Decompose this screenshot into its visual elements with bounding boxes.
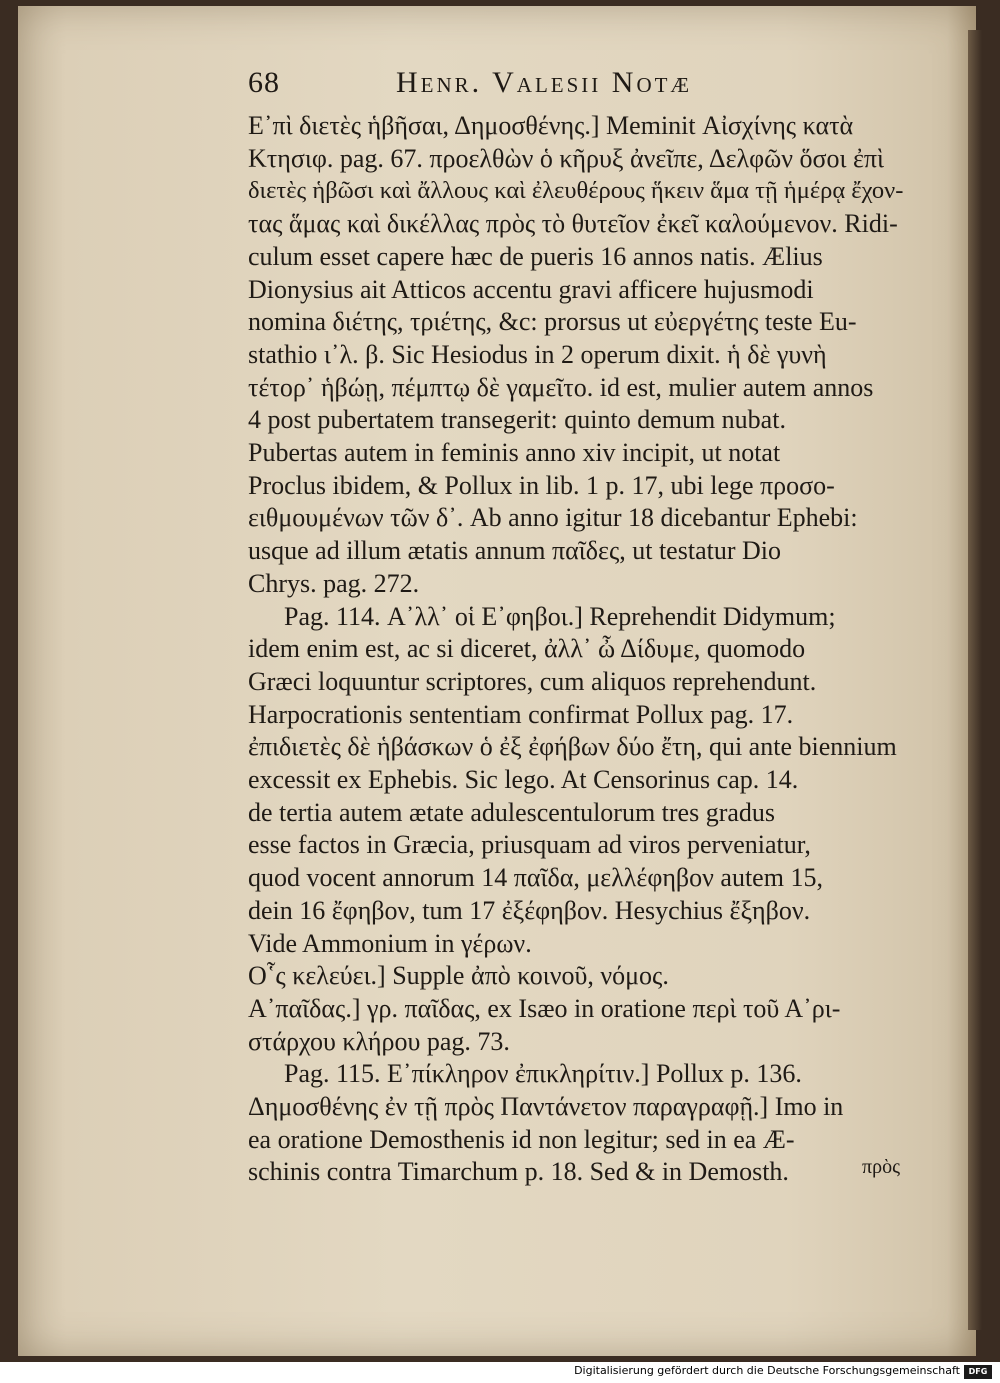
- text-line: stathio ι᾿λ. β. Sic Hesiodus in 2 operum dixit. ἡ δὲ γυνὴ: [248, 340, 827, 369]
- text-line: Ε᾿πὶ διετὲς ἡβῆσαι, Δημοσθένης.] Meminit Αἰσχίνης κατὰ: [248, 111, 854, 140]
- text-line: Pag. 115. Ε᾿πίκληρον ἐπικληρίτιν.] Pollux p. 136.: [284, 1059, 802, 1088]
- text-line: Græci loquuntur scriptores, cum aliquos reprehendunt.: [248, 667, 817, 696]
- digitization-footer: [0, 1362, 1000, 1383]
- text-line: Δημοσθένης ἐν τῇ πρὸς Παντάνετον παραγραφῇ.] Imo in: [248, 1092, 844, 1121]
- text-line: culum esset capere hæc de pueris 16 annos natis. Ælius: [248, 242, 823, 271]
- text-line: esse factos in Græcia, priusquam ad viros perveniatur,: [248, 830, 811, 859]
- running-header: [248, 66, 928, 110]
- text-line: Α᾿παῖδας.] γρ. παῖδας, ex Isæo in oratione περὶ τοῦ Α᾿ρι-: [248, 994, 841, 1023]
- text-line: τας ἅμας καὶ δικέλλας πρὸς τὸ θυτεῖον ἐκεῖ καλούμενον. Ridi-: [248, 209, 898, 238]
- text-line: διετὲς ἡβῶσι καὶ ἄλλους καὶ ἐλευθέρους ἥκειν ἅμα τῇ ἡμέρᾳ ἔχον-: [248, 177, 904, 204]
- text-line: de tertia autem ætate adulescentulorum tres gradus: [248, 798, 776, 827]
- text-line: usque ad illum ætatis annum παῖδες, ut testatur Dio: [248, 536, 781, 565]
- text-line: στάρχου κλήρου pag. 73.: [248, 1027, 510, 1056]
- text-line: quod vocent annorum 14 παῖδα, μελλέφηβον autem 15,: [248, 863, 823, 892]
- text-line: ἐπιδιετὲς δὲ ἡβάσκων ὁ ἐξ ἐφήβων δύο ἔτη, qui ante biennium: [248, 732, 897, 761]
- text-line: Proclus ibidem, & Pollux in lib. 1 p. 17, ubi lege προσο-: [248, 471, 835, 500]
- text-line: Chrys. pag. 272.: [248, 569, 420, 598]
- text-line: ειθμουμένων τῶν δ᾿. Ab anno igitur 18 dicebantur Ephebi:: [248, 503, 858, 532]
- text-line: Ο῟ς κελεύει.] Supple ἀπὸ κοινοῦ, νόμος.: [248, 961, 669, 990]
- text-line: Dionysius ait Atticos accentu gravi afficere hujusmodi: [248, 275, 814, 304]
- page-number: 68: [248, 66, 280, 99]
- text-line: 4 post pubertatem transegerit: quinto demum nubat.: [248, 405, 786, 434]
- catchword: πρὸς: [862, 1156, 900, 1178]
- text-line: excessit ex Ephebis. Sic lego. At Censorinus cap. 14.: [248, 765, 799, 794]
- text-line: idem enim est, ac si diceret, ἀλλ᾿ ὦ Δίδυμε, quomodo: [248, 634, 806, 663]
- text-line: τέτορ᾿ ἡβώῃ, πέμπτῳ δὲ γαμεῖτο. id est, mulier autem annos: [248, 373, 874, 402]
- text-line: Vide Ammonium in γέρων.: [248, 929, 532, 958]
- text-line: Pubertas autem in feminis anno xiv incipit, ut notat: [248, 438, 781, 467]
- text-line: Harpocrationis sententiam confirmat Pollux pag. 17.: [248, 700, 794, 729]
- footer-credit: Digitalisierung gefördert durch die Deutsche Forschungsgemeinschaft: [574, 1364, 960, 1377]
- text-line: schinis contra Timarchum p. 18. Sed & in Demosth.: [248, 1157, 789, 1186]
- text-line: nomina διέτης, τριέτης, &c: prorsus ut εὐεργέτης teste Eu-: [248, 307, 857, 336]
- running-title: Henr. Valesii Notæ: [396, 66, 693, 99]
- text-line: Κτησιφ. pag. 67. προελθὼν ὁ κῆρυξ ἀνεῖπε, Δελφῶν ὅσοι ἐπὶ: [248, 144, 885, 173]
- text-line: ea oratione Demosthenis id non legitur; sed in ea Æ-: [248, 1125, 795, 1154]
- text-line: dein 16 ἔφηβον, tum 17 ἐξέφηβον. Hesychius ἔξηβον.: [248, 896, 811, 925]
- dfg-logo: DFG: [964, 1365, 992, 1379]
- page-edge: [968, 30, 982, 1330]
- text-line: Pag. 114. Α᾿λλ᾿ οἱ Ε᾿φηβοι.] Reprehendit Didymum;: [284, 602, 836, 631]
